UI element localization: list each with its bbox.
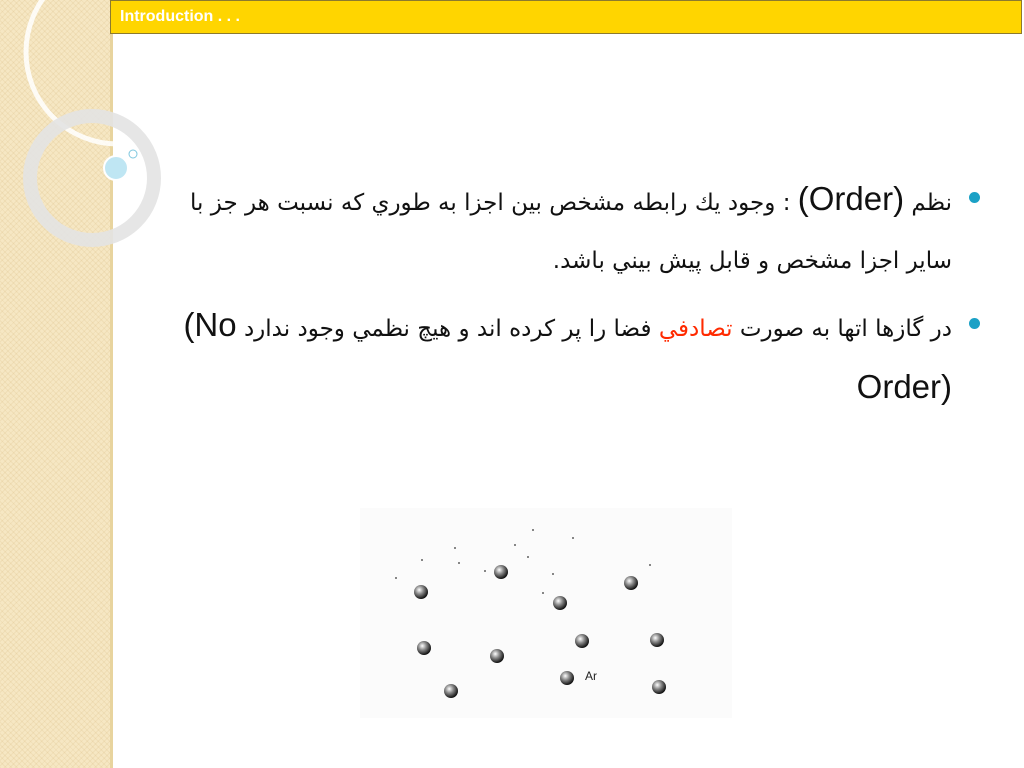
atom-sphere-icon [490,649,504,663]
bullet-dot-icon [969,192,980,203]
bullet-dot-icon [969,318,980,329]
atom-sphere-icon [575,634,589,648]
atom-sphere-icon [417,641,431,655]
bullet-text-start: در گازها اتها به صورت [739,316,952,342]
atom-sphere-icon [624,576,638,590]
atom-label: Ar [585,669,597,683]
atom-sphere-icon [414,585,428,599]
atom-sphere-icon [650,633,664,647]
bullet-text-end: : وجود يك رابطه مشخص بين اجزا به طوري كه نسبت هر جز با ساير اجزا مشخص و قابل پيش بيني باشد. [190,190,952,274]
decorative-dot-small [129,150,137,158]
bullet-highlight: تصادفي [658,316,733,342]
atom-sphere-icon [652,680,666,694]
bullet-item-order [140,170,988,290]
atom-sphere-icon [553,596,567,610]
bullet-text-start: نظم [911,190,952,216]
atom-sphere-icon [444,684,458,698]
bullet-latin-term: (Order) [797,180,905,217]
title-bar [110,0,1022,34]
decorative-ring [30,116,154,240]
slide-title: Introduction . . . [120,8,240,25]
gas-atoms-figure [360,508,732,718]
bullet-text-end: فضا را پر كرده اند و هيچ نظمي وجود ندارد [243,316,652,342]
decorative-dot [104,156,128,180]
atom-sphere-icon [560,671,574,685]
bullet-item-no-order [140,296,988,420]
bullet-latin-term: (No Order) [183,306,952,405]
bullet-list [140,170,988,426]
specks [395,529,651,594]
gas-atoms-drawing [360,508,732,718]
atom-sphere-icon [494,565,508,579]
